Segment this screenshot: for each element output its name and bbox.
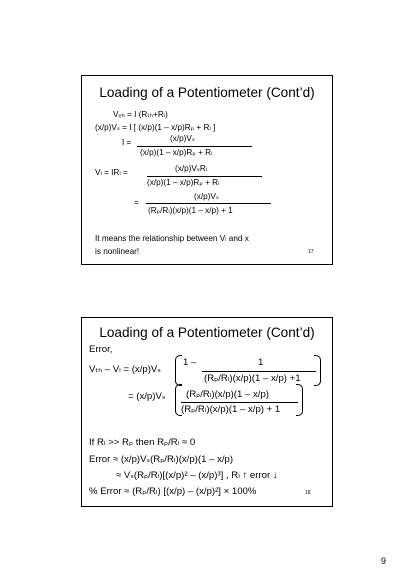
vl-numerator: (x/p)VₛRₗ xyxy=(175,164,208,173)
eq2-numerator: (Rₚ/Rₗ)(x/p)(1 – x/p) xyxy=(186,389,269,400)
one-minus: 1 – xyxy=(183,357,197,368)
vl-simplified-numerator: (x/p)Vₛ xyxy=(194,192,219,201)
error-label: Error, xyxy=(89,344,113,355)
error-expanded-line: ≈ Vₛ(Rₚ/Rₗ)[(x/p)² – (x/p)³] , Rₗ ↑ error ↓ xyxy=(116,470,278,481)
fraction-bar xyxy=(146,203,271,204)
slide-18 xyxy=(81,317,333,507)
current-denominator: (x/p)(1 – x/p)Rₚ + Rₗ xyxy=(140,148,213,157)
eq2-denominator: (Rₚ/Rₗ)(x/p)(1 – x/p) + 1 xyxy=(181,404,281,415)
note-line-2: is nonlinear! xyxy=(95,247,140,256)
error-approx-line: Error ≈ (x/p)Vₛ(Rₚ/Rₗ)(x/p)(1 – x/p) xyxy=(89,454,234,465)
condition-line: If Rₗ >> Rₚ then Rₚ/Rₗ ≈ 0 xyxy=(89,437,196,448)
fraction-bar xyxy=(202,371,316,372)
unit-numerator: 1 xyxy=(258,357,264,368)
current-lhs: I = xyxy=(122,138,132,147)
percent-error-line: % Error ≈ (Rₚ/Rₗ) [(x/p) – (x/p)²] × 100% xyxy=(89,486,257,497)
right-brace xyxy=(314,355,321,386)
left-brace xyxy=(175,355,182,386)
equation-voltage-divider: (x/p)Vₛ = I [ (x/p)(1 – x/p)Rₚ + Rₗ ] xyxy=(95,123,216,132)
page-number: 9 xyxy=(381,556,387,566)
note-line-1: It means the relationship between Vₗ and x xyxy=(95,234,249,243)
eq1-denominator: (Rₚ/Rₗ)(x/p)(1 – x/p) +1 xyxy=(204,373,301,384)
slide-17 xyxy=(81,75,333,265)
vl-simplified-denominator: (Rₚ/Rₗ)(x/p)(1 – x/p) + 1 xyxy=(148,206,233,215)
right-brace xyxy=(296,384,303,416)
slide-number: 17 xyxy=(308,249,314,255)
slide-title: Loading of a Potentiometer (Cont’d) xyxy=(99,85,315,100)
equation-error-simplified-lhs: = (x/p)Vₛ xyxy=(128,391,166,402)
equation-vth: Vₑₕ = I (Rₜₕ+Rₗ) xyxy=(113,110,168,119)
vl-lhs: Vₗ = IRₗ = xyxy=(95,168,128,177)
slide-title: Loading of a Potentiometer (Cont’d) xyxy=(99,325,315,340)
slide-number: 18 xyxy=(305,490,311,496)
fraction-bar xyxy=(137,146,252,147)
equals-sign: = xyxy=(134,198,139,207)
fraction-bar xyxy=(181,402,298,403)
current-numerator: (x/p)Vₛ xyxy=(170,134,195,143)
equation-error-lhs: Vₜₕ – Vₗ = (x/p)Vₛ xyxy=(89,364,161,375)
vl-denominator: (x/p)(1 – x/p)Rₚ + Rₗ xyxy=(147,178,220,187)
fraction-bar xyxy=(147,176,262,177)
